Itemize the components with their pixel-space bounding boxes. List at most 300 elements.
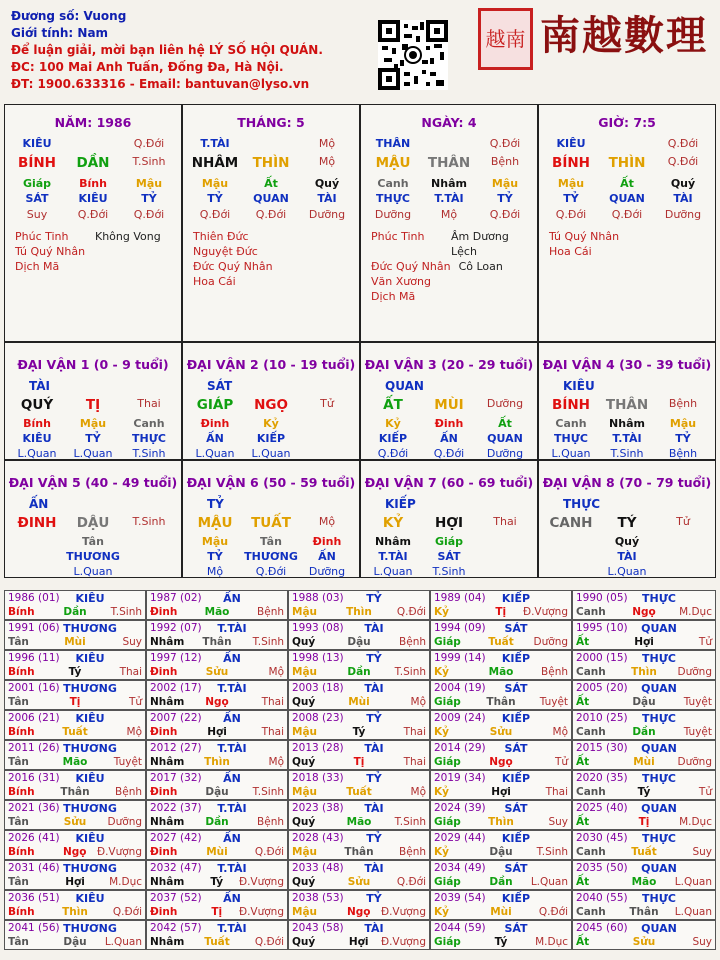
year-cell[interactable]	[146, 800, 288, 830]
year-god: KIÊU	[75, 892, 105, 905]
dai-van-gods-item: THƯƠNG	[244, 550, 298, 563]
dai-van-stages-item: L.Quan	[607, 565, 647, 578]
year-detail-item: Đ.Vượng	[380, 906, 426, 918]
year-cell[interactable]	[288, 740, 430, 770]
year-detail	[150, 786, 284, 798]
year-detail	[292, 846, 426, 858]
year-god: TỶ	[366, 832, 382, 845]
year-cell[interactable]	[430, 710, 572, 740]
year-god: TỶ	[366, 772, 382, 785]
year-detail-item: Dưỡng	[533, 636, 569, 648]
year-detail-item: Mão	[488, 666, 514, 678]
year-cell[interactable]	[4, 860, 146, 890]
year-god: QUAN	[641, 682, 677, 695]
year-god: KIÊU	[75, 652, 105, 665]
year-cell[interactable]	[572, 920, 716, 950]
star-right: Cô Loan	[458, 260, 503, 273]
year-detail-item: Tuất	[204, 936, 230, 948]
year-detail	[8, 636, 142, 648]
dai-van-gods	[543, 550, 711, 563]
pillar-gods	[9, 192, 177, 205]
year-detail	[292, 606, 426, 618]
year-label: 1987 (02)	[150, 592, 202, 604]
dai-van-gods-item: ẤN	[440, 432, 458, 445]
year-cell[interactable]	[288, 920, 430, 950]
year-cell[interactable]	[288, 680, 430, 710]
year-detail-item: Dưỡng	[677, 756, 712, 768]
pillar-title: NĂM: 1986	[54, 115, 132, 130]
year-label: 2001 (16)	[8, 682, 60, 694]
dai-van-gods-item: SÁT	[437, 550, 461, 563]
pillar-hidden-item: Mậu	[557, 177, 585, 190]
year-detail	[576, 936, 712, 948]
dai-van-gods-item: THỰC	[554, 432, 588, 445]
year-cell[interactable]	[572, 860, 716, 890]
year-cell[interactable]	[572, 680, 716, 710]
year-detail-item: Tý	[68, 666, 82, 678]
year-detail-item: Tân	[8, 756, 29, 768]
year-detail	[8, 786, 142, 798]
year-detail-item: Thai	[261, 726, 285, 738]
pillar-main-item: Q.Đới	[667, 155, 699, 168]
pillar-title: NGÀY: 4	[421, 115, 477, 130]
year-god: TÀI	[364, 802, 384, 815]
year-cell[interactable]	[430, 590, 572, 620]
year-cell[interactable]	[288, 620, 430, 650]
pillar-stages-item: Q.Đới	[489, 208, 521, 221]
dai-van-main	[9, 515, 177, 531]
year-detail	[150, 756, 284, 768]
year-detail-item: T.Sinh	[394, 666, 427, 678]
year-detail	[576, 906, 712, 918]
year-detail	[576, 756, 712, 768]
pillar-hidden	[9, 177, 177, 190]
star-left: Đức Quý Nhân	[193, 260, 273, 273]
dai-van-title: ĐẠI VẬN 2 (10 - 19 tuổi)	[186, 357, 356, 372]
year-detail-item: Tị	[495, 606, 507, 618]
pillar-gods-item: TỶ	[563, 192, 579, 205]
dai-van-hidden	[187, 535, 355, 548]
year-god: T.TÀI	[217, 802, 247, 815]
pillar-gods	[365, 192, 533, 205]
year-label: 2022 (37)	[150, 802, 202, 814]
year-detail-item: T.Sinh	[394, 816, 427, 828]
year-cell[interactable]	[4, 590, 146, 620]
year-cell[interactable]	[572, 590, 716, 620]
year-detail-item: Quý	[292, 696, 316, 708]
dai-van-hidden-item	[9, 535, 65, 548]
year-label: 2029 (44)	[434, 832, 486, 844]
year-cell[interactable]	[572, 620, 716, 650]
year-cell[interactable]	[4, 920, 146, 950]
dai-van-stages-item: L.Quan	[251, 447, 291, 460]
dai-van-gods-item: THƯƠNG	[66, 550, 120, 563]
year-detail-item: Tân	[8, 636, 29, 648]
year-detail	[434, 786, 568, 798]
year-detail-item: Ất	[576, 756, 590, 768]
year-cell[interactable]	[146, 620, 288, 650]
year-cell[interactable]	[288, 650, 430, 680]
pillar-3	[360, 104, 538, 342]
phone-email: ĐT: 1900.633316 - Email: bantuvan@lyso.vn	[11, 77, 310, 91]
year-cell[interactable]	[4, 710, 146, 740]
year-detail-item: Mão	[346, 816, 372, 828]
year-cell[interactable]	[572, 740, 716, 770]
dai-van-stages	[543, 447, 711, 460]
star-left: Dịch Mã	[371, 290, 416, 303]
year-detail-item: Tân	[8, 816, 29, 828]
year-cell[interactable]	[288, 830, 430, 860]
year-detail	[434, 696, 568, 708]
year-cell[interactable]	[4, 830, 146, 860]
year-detail-item: Ất	[576, 876, 590, 888]
year-label: 1990 (05)	[576, 592, 628, 604]
year-cell[interactable]	[430, 740, 572, 770]
year-detail-item: Quý	[292, 876, 316, 888]
year-cell[interactable]	[146, 710, 288, 740]
year-detail-item: Q.Đới	[112, 906, 143, 918]
year-detail-item: Tị	[211, 906, 223, 918]
dai-van-stages	[365, 565, 533, 578]
qr-code-icon[interactable]	[378, 20, 448, 90]
year-detail-item: Tân	[8, 696, 29, 708]
year-detail-item: Thai	[403, 756, 427, 768]
dai-van-main-item: DẬU	[76, 515, 110, 531]
year-detail-item: Tị	[353, 756, 365, 768]
year-label: 2043 (58)	[292, 922, 344, 934]
year-god: THỰC	[642, 592, 676, 605]
year-god: KIÊU	[75, 712, 105, 725]
dai-van-god: THỰC	[563, 497, 601, 511]
year-detail	[576, 636, 712, 648]
dai-van-main-item: ẤT	[383, 397, 403, 413]
year-detail	[434, 666, 568, 678]
star-left: Hoa Cái	[193, 275, 236, 288]
year-detail-item: Đinh	[150, 846, 178, 858]
dai-van-gods-item: TÀI	[617, 550, 637, 563]
year-label: 2019 (34)	[434, 772, 486, 784]
year-detail-item: Kỷ	[434, 906, 449, 918]
year-cell[interactable]	[4, 800, 146, 830]
year-label: 2023 (38)	[292, 802, 344, 814]
year-cell[interactable]	[430, 800, 572, 830]
year-detail-item: M.Dục	[109, 876, 143, 888]
year-detail-item: Dậu	[347, 636, 371, 648]
year-cell[interactable]	[146, 740, 288, 770]
year-label: 2004 (19)	[434, 682, 486, 694]
year-cell[interactable]	[288, 860, 430, 890]
pillar-hidden-item: Canh	[377, 177, 409, 190]
year-label: 2034 (49)	[434, 862, 486, 874]
pillar-title: THÁNG: 5	[237, 115, 305, 130]
year-detail-item: Bính	[8, 666, 35, 678]
year-detail-item: Mộ	[268, 756, 285, 768]
year-detail-item: Hợi	[491, 786, 511, 798]
dai-van-main	[187, 397, 355, 413]
year-detail	[434, 846, 568, 858]
year-label: 2045 (60)	[576, 922, 628, 934]
year-detail	[434, 636, 568, 648]
year-god: TÀI	[364, 922, 384, 935]
year-detail-item: Canh	[576, 786, 606, 798]
star-left: Phúc Tinh	[15, 230, 69, 243]
year-god: THƯƠNG	[63, 802, 117, 815]
dai-van-stages-item: L.Quan	[17, 447, 57, 460]
year-cell[interactable]	[4, 890, 146, 920]
year-cell[interactable]	[572, 770, 716, 800]
year-cell[interactable]	[430, 830, 572, 860]
dai-van-main-item: THÂN	[605, 397, 649, 413]
year-detail-item: Kỷ	[434, 726, 449, 738]
year-god: ẤN	[223, 712, 241, 725]
year-god: KIÊU	[75, 592, 105, 605]
pillar-hidden-item: Ất	[264, 177, 278, 190]
dai-van-main-item: TỊ	[85, 397, 101, 413]
year-god: THỰC	[642, 832, 676, 845]
year-detail-item: Đinh	[150, 906, 178, 918]
dai-van-hidden-item	[655, 535, 711, 548]
dai-van-gods	[365, 432, 533, 445]
year-cell[interactable]	[146, 860, 288, 890]
dai-van-god: KIẾP	[385, 497, 416, 511]
dai-van-stages-item: L.Quan	[373, 565, 413, 578]
year-label: 2007 (22)	[150, 712, 202, 724]
year-detail-item: Đ.Vượng	[522, 606, 568, 618]
year-detail-item: Dưỡng	[677, 666, 712, 678]
year-label: 2017 (32)	[150, 772, 202, 784]
year-god: THỰC	[642, 892, 676, 905]
year-detail-item: Tuất	[62, 726, 88, 738]
year-detail	[434, 606, 568, 618]
year-detail-item: Mùi	[64, 636, 86, 648]
dai-van-stages-item: T.Sinh	[132, 447, 166, 460]
profile-header	[11, 8, 323, 93]
pillar-top-item	[243, 137, 299, 150]
year-cell[interactable]	[146, 920, 288, 950]
year-detail-item: Tý	[352, 726, 366, 738]
year-label: 2030 (45)	[576, 832, 628, 844]
year-detail-item: Kỷ	[434, 846, 449, 858]
year-god: QUAN	[641, 802, 677, 815]
year-detail-item: Thìn	[346, 606, 372, 618]
year-label: 2039 (54)	[434, 892, 486, 904]
year-label: 1995 (10)	[576, 622, 628, 634]
dai-van-hidden-item: Ất	[498, 417, 512, 430]
year-detail-item: Tử	[698, 636, 712, 648]
dai-van-hidden	[9, 417, 177, 430]
dai-van-main	[365, 397, 533, 413]
dai-van-god: SÁT	[207, 379, 233, 393]
year-god: THƯƠNG	[63, 862, 117, 875]
year-god: THƯƠNG	[63, 622, 117, 635]
year-cell[interactable]	[4, 650, 146, 680]
dai-van-title: ĐẠI VẬN 7 (60 - 69 tuổi)	[364, 475, 534, 490]
dai-van-stages	[365, 447, 533, 460]
year-label: 2033 (48)	[292, 862, 344, 874]
year-cell[interactable]	[572, 830, 716, 860]
year-detail	[576, 876, 712, 888]
year-cell[interactable]	[430, 770, 572, 800]
dai-van-stages-item: L.Quan	[195, 447, 235, 460]
pillar-hidden-item: Mậu	[491, 177, 519, 190]
pillar-stages-item: Dưỡng	[664, 208, 702, 221]
year-detail-item: Bính	[8, 846, 35, 858]
year-detail-item: Dậu	[632, 696, 656, 708]
year-detail-item: Mão	[631, 876, 657, 888]
year-detail-item: Quý	[292, 636, 316, 648]
year-detail-item: Mậu	[292, 666, 318, 678]
year-label: 2002 (17)	[150, 682, 202, 694]
year-cell[interactable]	[4, 740, 146, 770]
year-label: 2038 (53)	[292, 892, 344, 904]
year-detail-item: Canh	[576, 606, 606, 618]
year-detail-item: Canh	[576, 666, 606, 678]
pillar-gods-item: TỶ	[497, 192, 513, 205]
dai-van-main-item: T.Sinh	[132, 515, 166, 528]
year-detail-item: Hợi	[348, 936, 369, 948]
pillar-main-item: MẬU	[375, 155, 411, 171]
year-detail-item: Q.Đới	[254, 936, 285, 948]
year-cell[interactable]	[146, 590, 288, 620]
year-god: TỶ	[366, 592, 382, 605]
year-detail-item: T.Sinh	[252, 636, 285, 648]
dai-van-main-item: Thai	[493, 515, 517, 528]
year-cell[interactable]	[572, 800, 716, 830]
year-detail	[434, 936, 568, 948]
pillar-stages-item: Q.Đới	[77, 208, 109, 221]
year-detail	[576, 726, 712, 738]
year-cell[interactable]	[572, 890, 716, 920]
pillar-stars	[15, 229, 177, 274]
year-detail-item: Tuất	[488, 636, 514, 648]
year-cell[interactable]	[146, 650, 288, 680]
year-cell[interactable]	[288, 890, 430, 920]
dai-van-hidden-item: Canh	[555, 417, 587, 430]
year-detail-item: Giáp	[434, 936, 461, 948]
dai-van-5	[4, 460, 182, 578]
year-cell[interactable]	[288, 800, 430, 830]
year-detail-item: Dần	[347, 666, 371, 678]
dai-van-gods	[9, 432, 177, 445]
pillar-top-item	[65, 137, 121, 150]
year-detail-item: Nhâm	[150, 876, 185, 888]
star-left: Nguyệt Đức	[193, 245, 258, 258]
year-god: SÁT	[504, 922, 528, 935]
year-cell[interactable]	[572, 710, 716, 740]
year-god: KIÊU	[75, 772, 105, 785]
year-detail-item: Bệnh	[115, 786, 143, 798]
year-cell[interactable]	[288, 710, 430, 740]
year-detail-item: Q.Đới	[254, 846, 285, 858]
year-label: 2010 (25)	[576, 712, 628, 724]
pillar-2	[182, 104, 360, 342]
pillar-hidden-item: Quý	[314, 177, 340, 190]
dai-van-stages-item: T.Sinh	[610, 447, 644, 460]
year-detail-item: Dậu	[63, 936, 87, 948]
dai-van-7	[360, 460, 538, 578]
year-cell[interactable]	[4, 680, 146, 710]
pillar-gods-item: SÁT	[25, 192, 49, 205]
star-left: Phúc Tinh	[371, 230, 425, 243]
dai-van-hidden-item	[121, 535, 177, 548]
dai-van-stages-item: Dưỡng	[486, 447, 524, 460]
year-cell[interactable]	[146, 770, 288, 800]
year-detail-item: Tuyệt	[113, 756, 143, 768]
year-detail-item: Q.Đới	[538, 906, 569, 918]
dai-van-main-item: TÝ	[617, 515, 637, 531]
year-cell[interactable]	[430, 680, 572, 710]
year-detail-item: L.Quan	[530, 876, 569, 888]
year-label: 2042 (57)	[150, 922, 202, 934]
pillar-hidden-item: Giáp	[22, 177, 52, 190]
year-cell[interactable]	[430, 860, 572, 890]
year-detail-item: Mộ	[126, 726, 143, 738]
year-detail-item: Quý	[292, 756, 316, 768]
year-detail	[8, 666, 142, 678]
dai-van-stages-item: Q.Đới	[377, 447, 409, 460]
year-label: 1994 (09)	[434, 622, 486, 634]
dai-van-stages	[9, 447, 177, 460]
star-left: Tú Quý Nhân	[549, 230, 620, 243]
dai-van-main-item: Thai	[137, 397, 161, 410]
year-god: KIẾP	[501, 712, 531, 725]
dai-van-title: ĐẠI VẬN 4 (30 - 39 tuổi)	[542, 357, 712, 372]
year-detail-item: Tử	[698, 786, 712, 798]
year-label: 1993 (08)	[292, 622, 344, 634]
star-right: Không Vong	[95, 230, 161, 243]
year-detail-item: Kỷ	[434, 666, 449, 678]
year-detail-item: Mậu	[292, 906, 318, 918]
year-cell[interactable]	[430, 920, 572, 950]
dai-van-stages-item: Q.Đới	[433, 447, 465, 460]
year-cell[interactable]	[4, 770, 146, 800]
year-label: 1997 (12)	[150, 652, 202, 664]
year-cell[interactable]	[430, 650, 572, 680]
year-detail-item: Dần	[489, 876, 513, 888]
year-detail	[292, 756, 426, 768]
pillar-top-item: Mộ	[318, 137, 336, 150]
year-god: THỰC	[642, 712, 676, 725]
year-label: 2031 (46)	[8, 862, 60, 874]
year-detail-item: Nhâm	[150, 696, 185, 708]
year-god: TỶ	[366, 712, 382, 725]
dai-van-stages	[9, 565, 177, 578]
year-detail-item: Canh	[576, 726, 606, 738]
dai-van-1	[4, 342, 182, 460]
year-cell[interactable]	[430, 620, 572, 650]
dai-van-main-item: Bệnh	[668, 397, 698, 410]
year-cell[interactable]	[430, 890, 572, 920]
year-cell[interactable]	[288, 770, 430, 800]
year-detail	[8, 876, 142, 888]
year-detail-item: Bính	[8, 786, 35, 798]
year-cell[interactable]	[146, 890, 288, 920]
year-detail-item: Mùi	[633, 756, 655, 768]
year-detail-item: Bệnh	[257, 816, 285, 828]
year-cell[interactable]	[572, 650, 716, 680]
year-cell[interactable]	[146, 830, 288, 860]
year-cell[interactable]	[146, 680, 288, 710]
dai-van-hidden-item: Giáp	[434, 535, 464, 548]
year-detail-item: Đ.Vượng	[380, 936, 426, 948]
dai-van-gods	[9, 550, 177, 563]
year-label: 2041 (56)	[8, 922, 60, 934]
dai-van-gods	[187, 550, 355, 563]
year-cell[interactable]	[288, 590, 430, 620]
year-label: 2003 (18)	[292, 682, 344, 694]
year-cell[interactable]	[4, 620, 146, 650]
year-detail-item: M.Dục	[535, 936, 569, 948]
